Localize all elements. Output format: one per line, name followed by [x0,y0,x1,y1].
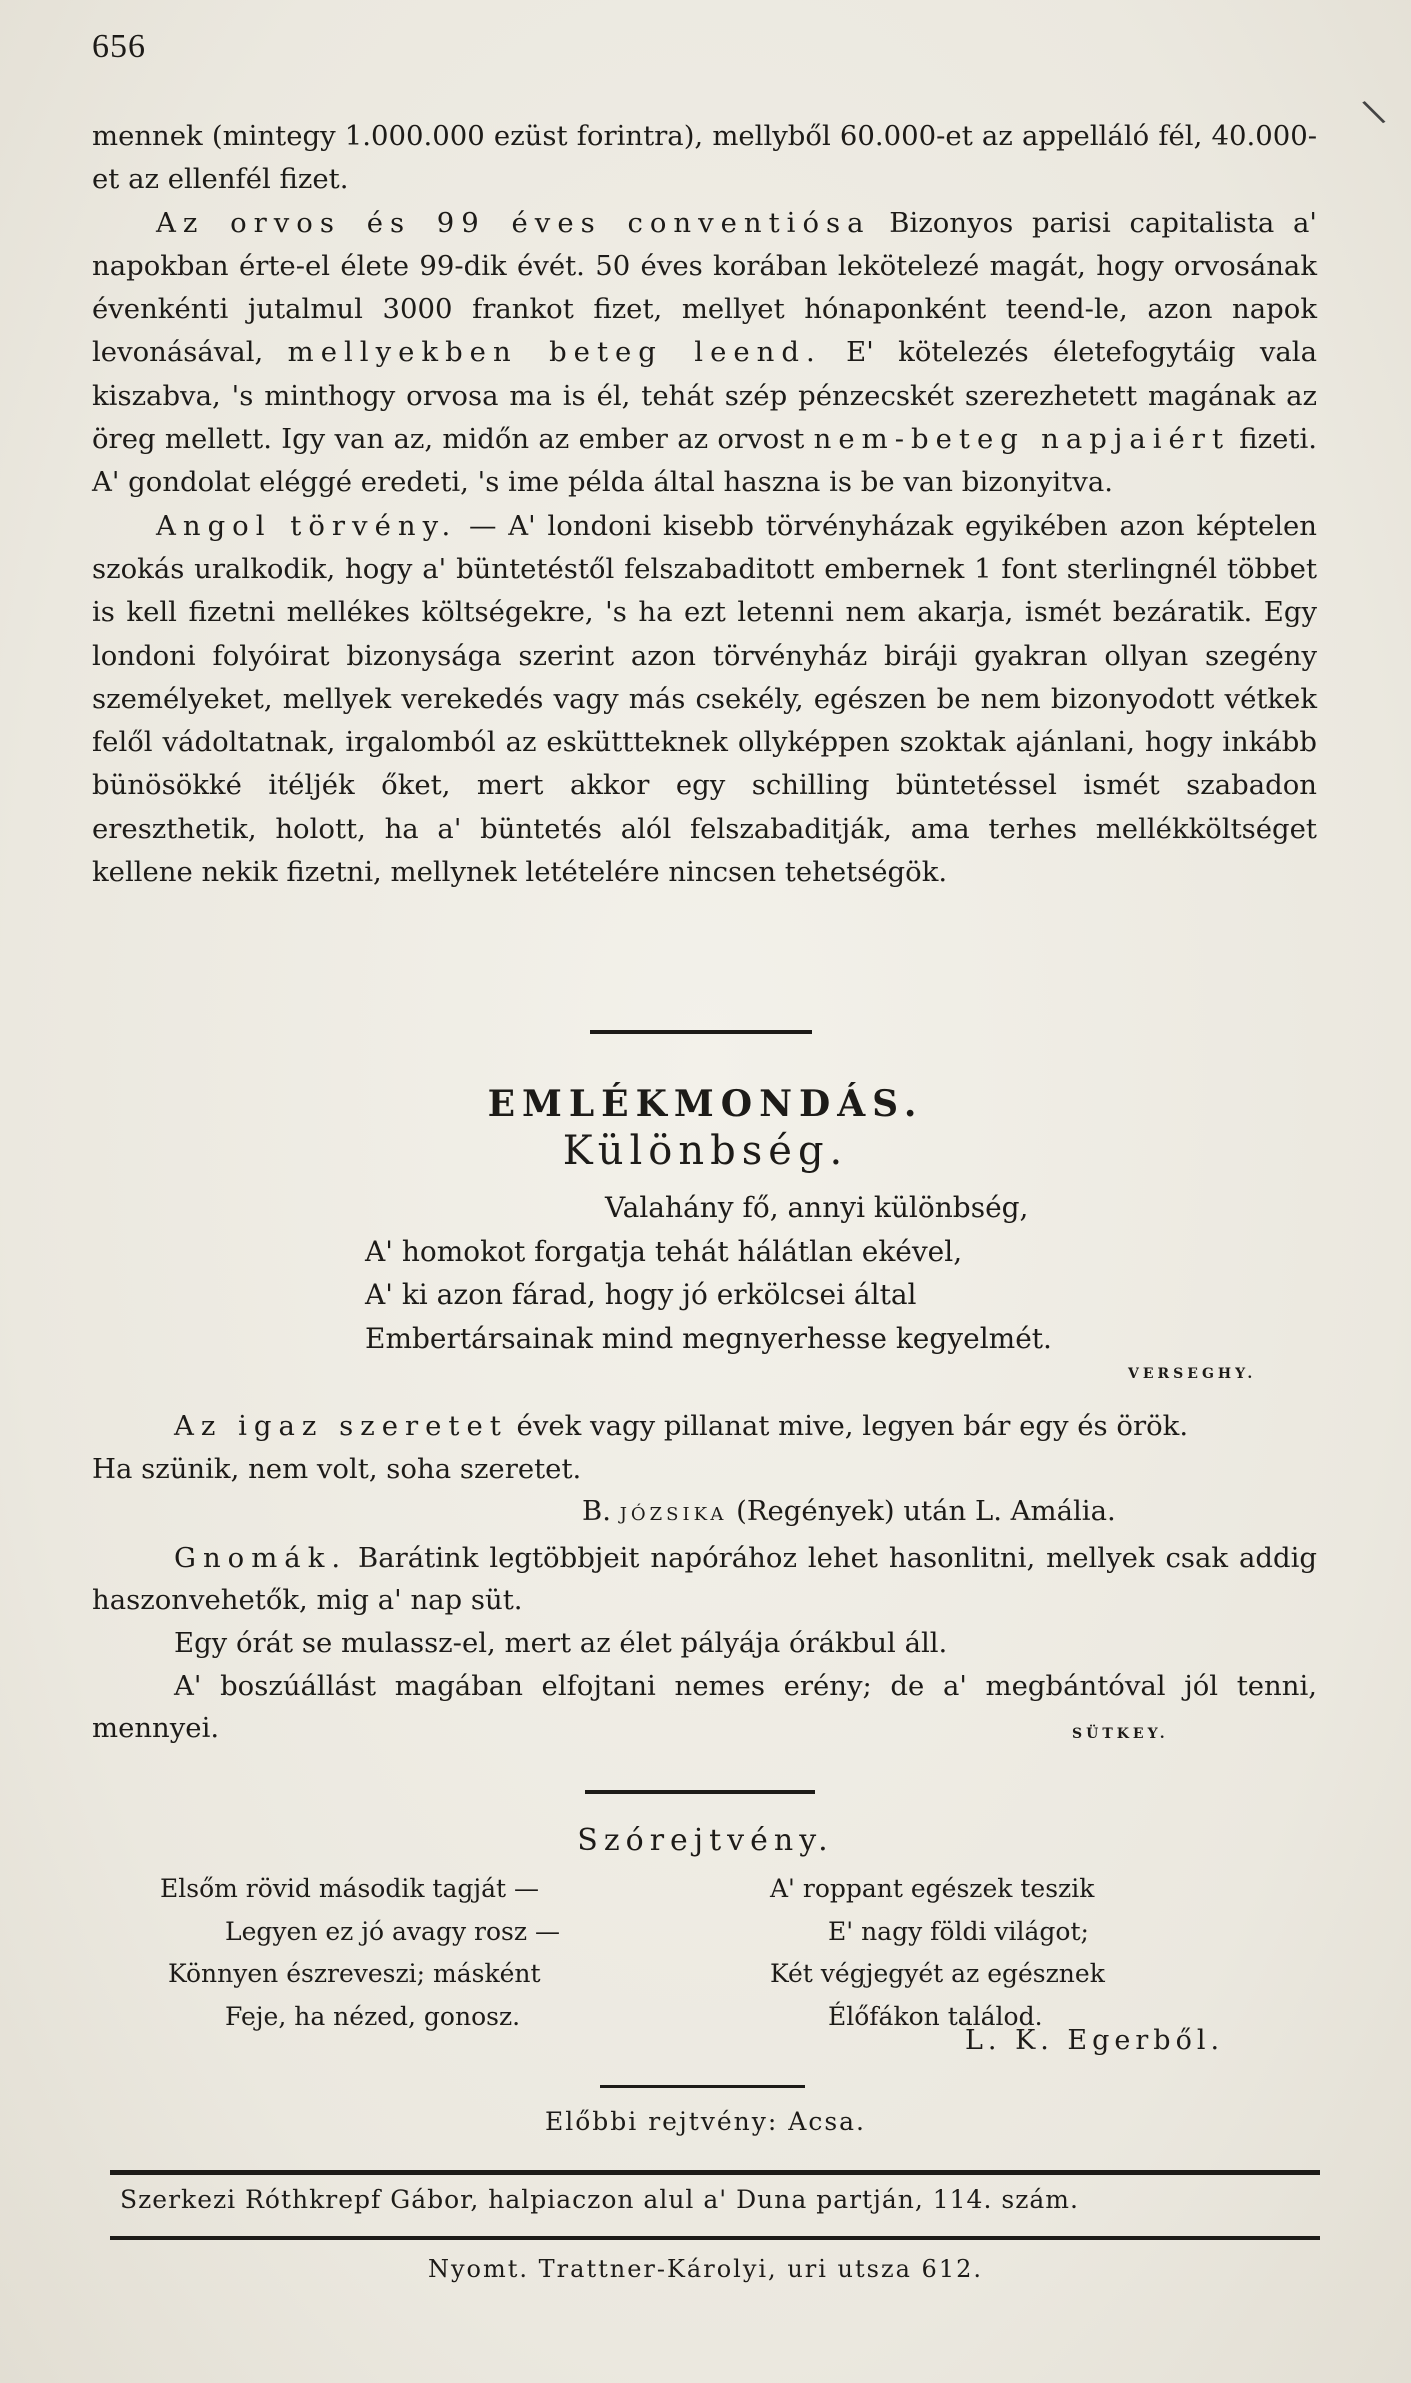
attribution-rest: (Regények) után L. Amália. [727,1495,1116,1528]
poem [365,1186,1052,1360]
poem-signature: VERSEGHY. [1128,1366,1257,1382]
riddle-right-line-2: E' nagy földi világot; [828,1916,1089,1946]
paragraph-2 [92,202,1317,505]
maxim-2-text: Barátink legtöbbjeit napórához lehet hasonlitni, mellyek csak addig haszonvehetők, mig a' nap süt. [92,1541,1317,1617]
paragraph-3 [92,505,1317,895]
maxim-1-line-2: Ha szünik, nem volt, soha szeretet. [92,1452,582,1485]
paragraph-2-text-2: E' kötelezés életefogytáig vala kiszabva, 's minthogy orvosa ma is él, tehát szép pénzecskét szerezhetett magának az öreg mellett. Igy van az, midőn az ember az orvost [92,336,1317,456]
riddle-left-line-3: Könnyen észreveszi; másként [168,1959,541,1988]
maxims-section [92,1405,1317,1750]
riddle-right-line-3: Két végjegyét az egésznek [770,1959,1105,1988]
paragraph-2-heading: Az orvos és 99 éves conventiósa [156,206,871,239]
maxim-4-text: A' boszúállást magában elfojtani nemes erény; de a' megbántóval jól tenni, mennyei. [92,1669,1317,1745]
paragraph-2-text-3: fizeti. A' gondolat eléggé eredeti, 's ime példa által haszna is be van bizonyitva. [92,423,1317,499]
attribution-initial: B. [582,1495,611,1528]
previous-riddle-answer: Előbbi rejtvény: Acsa. [544,2107,867,2136]
riddle-right-line-4: Élőfákon találod. [828,2001,1043,2031]
maxim-signature: SÜTKEY. [1072,1726,1169,1742]
poem-line-2: A' homokot forgatja tehát hálátlan ekével, [365,1234,963,1268]
poem-line-4: Embertársainak mind megnyerhesse kegyelmét. [365,1321,1052,1355]
paragraph-2-emphasis-2: nem-beteg napjaiért [813,423,1231,456]
riddle-right-line-1: A' roppant egészek teszik [770,1874,1095,1903]
maxim-1-emphasis: Az igaz szeretet [174,1410,508,1442]
corner-mark: \ [1359,91,1389,133]
maxim-1-attribution [92,1490,1317,1537]
maxim-1-line-1 [92,1405,1317,1448]
paragraph-1: mennek (mintegy 1.000.000 ezüst forintra), mellyből 60.000-et az appelláló fél, 40.000-et az ellenfél fizet. [92,120,1317,196]
maxim-3: Egy órát se mulassz-el, mert az élet pályája órákbul áll. [174,1626,948,1659]
riddle-title: Szórejtvény. [577,1823,834,1858]
paragraph-3-heading: Angol törvény. [156,509,458,542]
section-divider-3 [600,2085,805,2088]
imprint-printer: Nyomt. Trattner-Károlyi, uri utsza 612. [428,2255,983,2283]
section-title: EMLÉKMONDÁS. [487,1083,924,1125]
riddle-right-column [770,1868,1105,2038]
section-divider-1 [590,1030,812,1034]
maxim-2-heading: Gnomák. [174,1541,348,1574]
imprint-rule-top [110,2170,1320,2175]
paragraph-2-emphasis-1: mellyekben beteg leend. [287,336,822,369]
attribution-name: JÓZSIKA [619,1504,728,1526]
maxim-2 [92,1537,1317,1622]
maxim-1-text: évek vagy pillanat mive, legyen bár egy és örök. [507,1410,1189,1442]
riddle-signature: L. K. Egerből. [965,2025,1225,2056]
imprint-rule-bottom [110,2236,1320,2240]
paragraph-2-text: Bizonyos parisi capitalista a' napokban érte-el élete 99-dik évét. 50 éves korában lekötelezé magát, hogy orvosának évenkénti jutalmul 3000 frankot fizet, mellyet hónaponként teend-le, azon napok levonásával, [92,206,1317,369]
paragraph-3-text: — A' londoni kisebb törvényházak egyikében azon képtelen szokás uralkodik, hogy a' büntetéstől felszabaditott embernek 1 font sterlingnél többet is kell fizetni mellékes költségekre, 's ha ezt letenni nem akarja, ismét bezáratik. Egy londoni folyóirat bizonysága szerint azon törvényház biráji gyakran ollyan szegény személyeket, mellyek verekedés vagy más csekély, egészen be nem bizonyodott vétkek felől vádoltatnak, irgalomból az esküttteknek ollyképpen szoktak ajánlani, hogy inkább bünösökké itéljék őket, mert akkor egy schilling büntetéssel ismét szabadon ereszthetik, holott, ha a' büntetés alól felszabaditják, ama terhes mellékköltséget kellene nekik fizetni, mellynek letételére nincsen tehetségök. [92,509,1318,889]
poem-line-1: Valahány fő, annyi különbség, [605,1191,1029,1224]
section-divider-2 [585,1790,815,1794]
main-article-text [92,115,1317,894]
riddle-left-column [160,1868,560,2038]
page-number: 656 [92,28,146,65]
riddle-left-line-4: Feje, ha nézed, gonosz. [225,2001,521,2031]
section-subtitle: Különbség. [562,1128,849,1174]
imprint-editor: Szerkezi Róthkrepf Gábor, halpiaczon alul a' Duna partján, 114. szám. [120,2185,1079,2214]
riddle-left-line-1: Elsőm rövid második tagját — [160,1874,540,1903]
riddle-left-line-2: Legyen ez jó avagy rosz — [225,1916,560,1946]
poem-line-3: A' ki azon fárad, hogy jó erkölcsei által [365,1278,917,1311]
